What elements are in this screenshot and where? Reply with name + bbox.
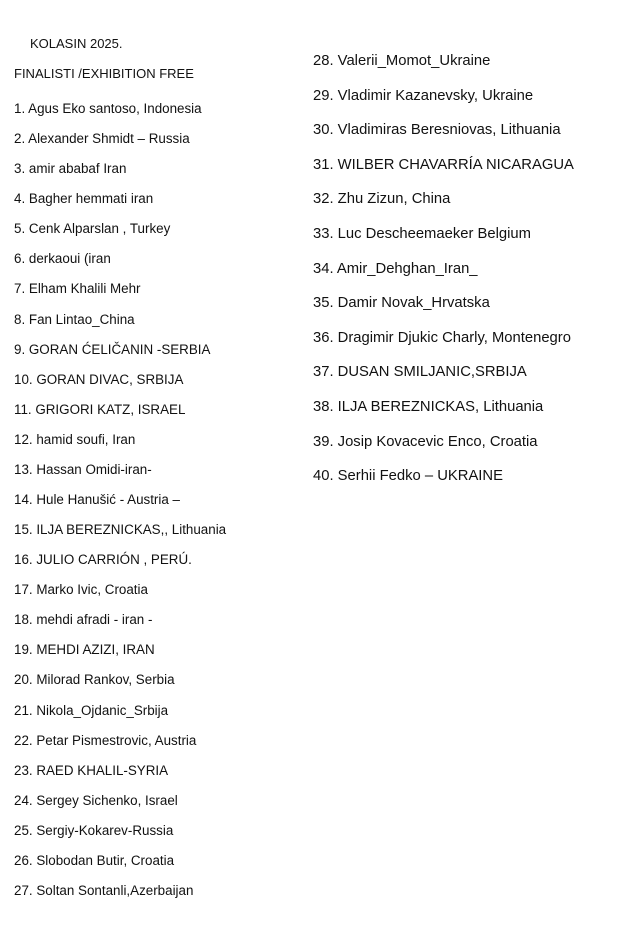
finalists-list-left-column xyxy=(14,94,227,906)
finalist-list-item: 5. Cenk Alparslan , Turkey xyxy=(14,221,171,237)
finalist-list-item: 18. mehdi afradi - iran - xyxy=(14,612,153,628)
finalist-list-item: 19. MEHDI AZIZI, IRAN xyxy=(14,642,155,658)
finalist-list-item: 39. Josip Kovacevic Enco, Croatia xyxy=(313,433,538,450)
finalist-list-item: 8. Fan Lintao_China xyxy=(14,311,135,327)
finalist-list-item: 4. Bagher hemmati iran xyxy=(14,191,154,207)
finalist-list-item: 32. Zhu Zizun, China xyxy=(313,191,451,208)
finalist-list-item: 17. Marko Ivic, Croatia xyxy=(14,582,148,598)
finalist-list-item: 9. GORAN ĆELIČANIN -SERBIA xyxy=(14,341,211,357)
finalist-list-item: 29. Vladimir Kazanevsky, Ukraine xyxy=(313,87,534,104)
finalist-list-item: 16. JULIO CARRIÓN , PERÚ. xyxy=(14,552,192,568)
finalist-list-item: 34. Amir_Dehghan_Iran_ xyxy=(313,260,478,277)
finalist-list-item: 15. ILJA BEREZNICKAS,, Lithuania xyxy=(14,522,227,538)
finalist-list-item: 20. Milorad Rankov, Serbia xyxy=(14,672,175,688)
finalist-list-item: 38. ILJA BEREZNICKAS, Lithuania xyxy=(313,399,544,416)
finalist-list-item: 27. Soltan Sontanli,Azerbaijan xyxy=(14,883,194,899)
finalist-list-item: 2. Alexander Shmidt – Russia xyxy=(14,131,190,147)
finalist-list-item: 22. Petar Pismestrovic, Austria xyxy=(14,732,197,748)
finalist-list-item: 33. Luc Descheemaeker Belgium xyxy=(313,226,531,243)
finalist-list-item: 21. Nikola_Ojdanic_Srbija xyxy=(14,702,169,718)
finalist-list-item: 35. Damir Novak_Hrvatska xyxy=(313,295,490,312)
finalist-list-item: 1. Agus Eko santoso, Indonesia xyxy=(14,101,202,116)
finalist-list-item: 3. amir ababaf Iran xyxy=(14,161,127,177)
finalist-list-item: 10. GORAN DIVAC, SRBIJA xyxy=(14,371,184,387)
finalist-list-item: 23. RAED KHALIL-SYRIA xyxy=(14,762,169,778)
finalist-list-item: 14. Hule Hanušić - Austria – xyxy=(14,492,180,508)
finalist-list-item: 31. WILBER CHAVARRÍA NICARAGUA xyxy=(313,156,574,173)
finalist-list-item: 6. derkaoui (iran xyxy=(14,251,111,267)
finalist-list-item: 40. Serhii Fedko – UKRAINE xyxy=(313,468,503,485)
finalist-list-item: 28. Valerii_Momot_Ukraine xyxy=(313,53,491,69)
finalists-list-right-column xyxy=(313,44,623,494)
finalist-list-item: 11. GRIGORI KATZ, ISRAEL xyxy=(14,401,186,417)
finalist-list-item: 36. Dragimir Djukic Charly, Montenegro xyxy=(313,329,571,346)
finalist-list-item: 24. Sergey Sichenko, Israel xyxy=(14,792,178,808)
finalist-list-item: 13. Hassan Omidi-iran- xyxy=(14,461,152,477)
finalist-list-item: 30. Vladimiras Beresniovas, Lithuania xyxy=(313,122,561,139)
finalist-list-item: 7. Elham Khalili Mehr xyxy=(14,281,141,297)
finalist-list-item: 25. Sergiy-Kokarev-Russia xyxy=(14,822,174,838)
document-subtitle: FINALISTI /EXHIBITION FREE xyxy=(14,66,194,81)
document-title: KOLASIN 2025. xyxy=(30,36,123,51)
finalist-list-item: 26. Slobodan Butir, Croatia xyxy=(14,852,175,868)
finalist-list-item: 12. hamid soufi, Iran xyxy=(14,431,136,447)
finalist-list-item: 37. DUSAN SMILJANIC,SRBIJA xyxy=(313,364,527,381)
